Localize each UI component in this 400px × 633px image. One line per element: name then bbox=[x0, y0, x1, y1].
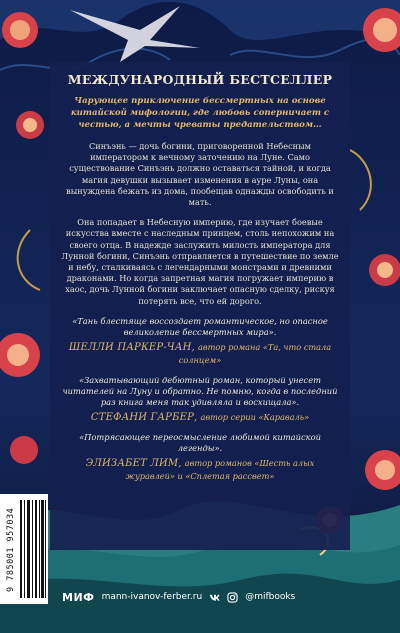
publisher-footer bbox=[62, 589, 295, 605]
quote-attribution bbox=[60, 341, 340, 367]
isbn-number: 9 785001 957034 bbox=[6, 507, 16, 593]
quote-attribution bbox=[60, 457, 340, 483]
description-paragraph: Она попадает в Небесную империю, где изучает боевые искусства вместе с наследным принцем, столь непохожим на своего отца. В надежде заслужить милость императора для Лунной богини, Синъэнь отправляется в путешествие по земле и небу, сталкиваясь с легендарными монстрами и древними драконами. Но когда запретная магия погружает империю в хаос, дочь Лунной богини заключает опасную сделку, рискуя потерять все, что ей дорого. bbox=[61, 217, 339, 306]
bestseller-headline: МЕЖДУНАРОДНЫЙ БЕСТСЕЛЛЕР bbox=[67, 72, 333, 87]
review-quote bbox=[60, 375, 340, 424]
quote-author-detail: автор романа «Та, что стала солнцем» bbox=[178, 341, 332, 365]
description-paragraph: Синъэнь — дочь богини, приговоренной Небесным императором к вечному заточению на Луне. Само существование Синъэнь должно оставаться тайной, и когда магия девушки вызывает изменения в ауре Луны, она вынуждена бежать из дома, пообещав однажды освободить и мать. bbox=[66, 141, 334, 208]
description-panel bbox=[50, 62, 350, 550]
review-quote bbox=[60, 316, 340, 367]
social-handle: @mifbooks bbox=[245, 592, 296, 602]
quote-text: «Тань блестяще воссоздает романтическое, но опасное великолепие бессмертных мира». bbox=[72, 315, 328, 338]
vk-icon bbox=[209, 592, 220, 603]
quote-author: ШЕЛЛИ ПАРКЕР-ЧАН, bbox=[68, 341, 195, 353]
quote-author-detail: автор романов «Шесть алых журавлей» и «Сплетая рассвет» bbox=[125, 457, 315, 481]
quote-author: СТЕФАНИ ГАРБЕР, bbox=[90, 411, 198, 423]
publisher-logo: МИФ bbox=[62, 590, 95, 604]
quote-attribution bbox=[60, 411, 340, 424]
instagram-icon bbox=[227, 592, 238, 603]
quote-text: «Захватывающий дебютный роман, который унесет читателей на Луну и обратно. Не помню, когда в последний раз книга меня так удивляла и восхищала». bbox=[62, 374, 338, 408]
tagline: Чарующее приключение бессмертных на основе китайской мифологии, где любовь соперничает с честью, а мечты чреваты предательством… bbox=[70, 96, 330, 130]
quote-text: «Потрясающее переосмысление любимой китайской легенды». bbox=[79, 431, 321, 454]
quote-author-detail: автор серии «Караваль» bbox=[200, 411, 310, 422]
publisher-website: mann-ivanov-ferber.ru bbox=[101, 592, 203, 602]
review-quote bbox=[60, 432, 340, 483]
quote-author: ЭЛИЗАБЕТ ЛИМ, bbox=[85, 457, 182, 469]
